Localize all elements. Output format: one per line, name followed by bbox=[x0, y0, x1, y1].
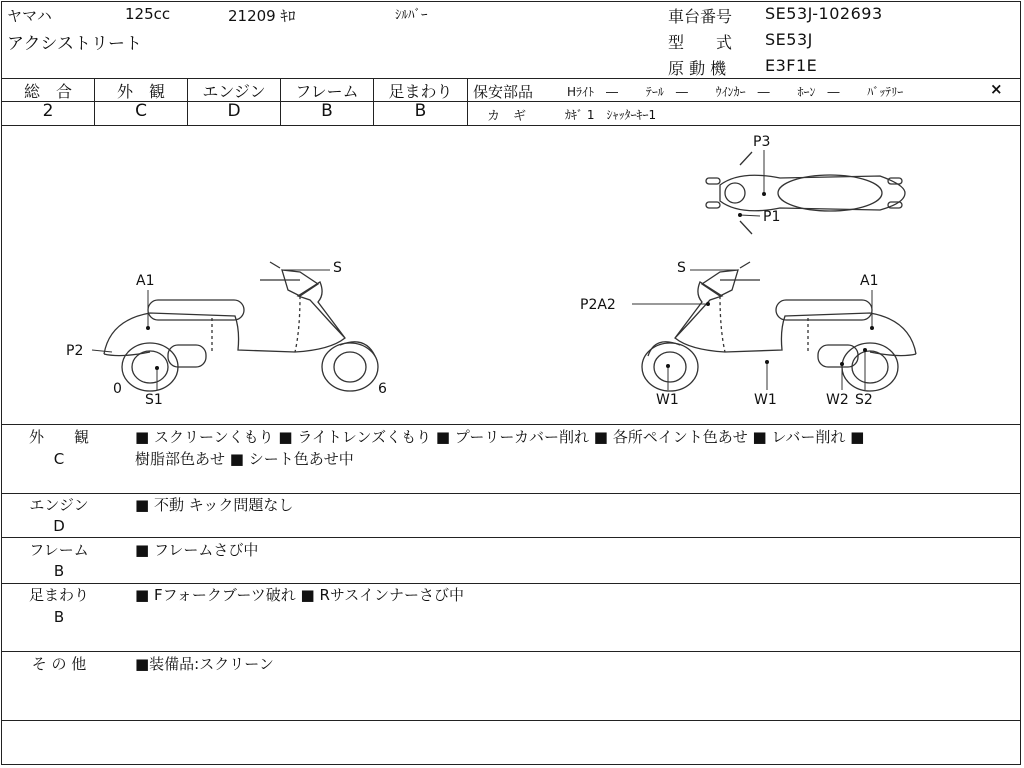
mileage: 21209 ｷﾛ bbox=[228, 7, 296, 25]
marker-a1-left: A1 bbox=[136, 273, 155, 289]
displacement: 125cc bbox=[125, 5, 171, 23]
engine-code: E3F1E bbox=[765, 56, 818, 75]
safety-items: Hﾗｲﾄ ― ﾃｰﾙ ― ｳｲﾝｶｰ ― ﾎｰﾝ ― ﾊﾞｯﾃﾘｰ bbox=[567, 85, 904, 99]
grade-exterior: C bbox=[135, 101, 147, 121]
divider bbox=[1, 537, 1021, 538]
maker: ヤマハ bbox=[7, 7, 52, 25]
section-suspension-grade: B bbox=[53, 608, 65, 626]
section-other-label: そ の 他 bbox=[31, 655, 87, 673]
safety-title: 保安部品 bbox=[473, 83, 534, 101]
section-exterior-text-2: 樹脂部色あせ ■ シート色あせ中 bbox=[135, 450, 354, 468]
divider bbox=[1, 720, 1021, 721]
marker-w2: W2 bbox=[826, 392, 849, 408]
section-exterior-label: 外 観 bbox=[28, 428, 89, 446]
key-label: カ ギ bbox=[487, 109, 527, 124]
section-engine-label: エンジン bbox=[29, 496, 89, 514]
grade-header-frame: フレーム bbox=[295, 82, 359, 101]
frame-no-label: 車台番号 bbox=[668, 7, 733, 26]
grade-header-engine: エンジン bbox=[202, 82, 266, 101]
key-value: ｶｷﾞ 1 ｼｬｯﾀｰｷｰ1 bbox=[565, 108, 657, 122]
section-frame-text: ■ フレームさび中 bbox=[135, 541, 259, 559]
section-other-text: ■装備品:スクリーン bbox=[135, 655, 274, 673]
section-exterior-text: ■ スクリーンくもり ■ ライトレンズくもり ■ プーリーカバー削れ ■ 各所ペイント色あせ ■ レバー削れ ■ bbox=[135, 428, 865, 446]
model-type: SE53J bbox=[765, 30, 813, 49]
grade-overall: 2 bbox=[42, 101, 54, 121]
marker-w1-mid: W1 bbox=[754, 392, 777, 408]
divider bbox=[1, 651, 1021, 652]
grade-header-exterior: 外 観 bbox=[116, 82, 165, 101]
frame-no: SE53J-102693 bbox=[765, 4, 883, 23]
marker-p1: P1 bbox=[763, 209, 781, 225]
model-name: アクシストリート bbox=[7, 34, 142, 54]
section-frame-label: フレーム bbox=[29, 541, 89, 559]
grade-suspension: B bbox=[414, 101, 427, 121]
marker-s1: S1 bbox=[145, 392, 163, 408]
divider bbox=[1, 424, 1021, 425]
battery-mark: × bbox=[990, 80, 1003, 98]
marker-s-left: S bbox=[333, 260, 342, 276]
marker-p3: P3 bbox=[753, 134, 771, 150]
marker-s-right: S bbox=[677, 260, 686, 276]
marker-s2: S2 bbox=[855, 392, 873, 408]
type-label: 型 式 bbox=[668, 33, 733, 52]
marker-p2: P2 bbox=[66, 343, 84, 359]
section-suspension-text: ■ Fフォークブーツ破れ ■ Rサスインナーさび中 bbox=[135, 586, 465, 604]
marker-6: 6 bbox=[378, 381, 387, 397]
marker-w1-front: W1 bbox=[656, 392, 679, 408]
grade-header-suspension: 足まわり bbox=[388, 82, 453, 101]
section-engine-grade: D bbox=[53, 517, 65, 535]
engine-label: 原 動 機 bbox=[668, 59, 727, 78]
section-suspension-label: 足まわり bbox=[28, 586, 89, 604]
grade-engine: D bbox=[227, 101, 241, 121]
marker-p2a2: P2A2 bbox=[580, 297, 616, 313]
top-scooter-icon bbox=[706, 152, 905, 234]
grade-header-overall: 総 合 bbox=[23, 82, 72, 101]
section-engine-text: ■ 不動 キック問題なし bbox=[135, 496, 294, 514]
grade-frame: B bbox=[321, 101, 333, 121]
marker-0: 0 bbox=[113, 381, 122, 397]
section-frame-grade: B bbox=[53, 562, 65, 580]
section-exterior-grade: C bbox=[53, 450, 65, 468]
color: ｼﾙﾊﾞｰ bbox=[395, 8, 428, 23]
marker-a1-right: A1 bbox=[860, 273, 879, 289]
